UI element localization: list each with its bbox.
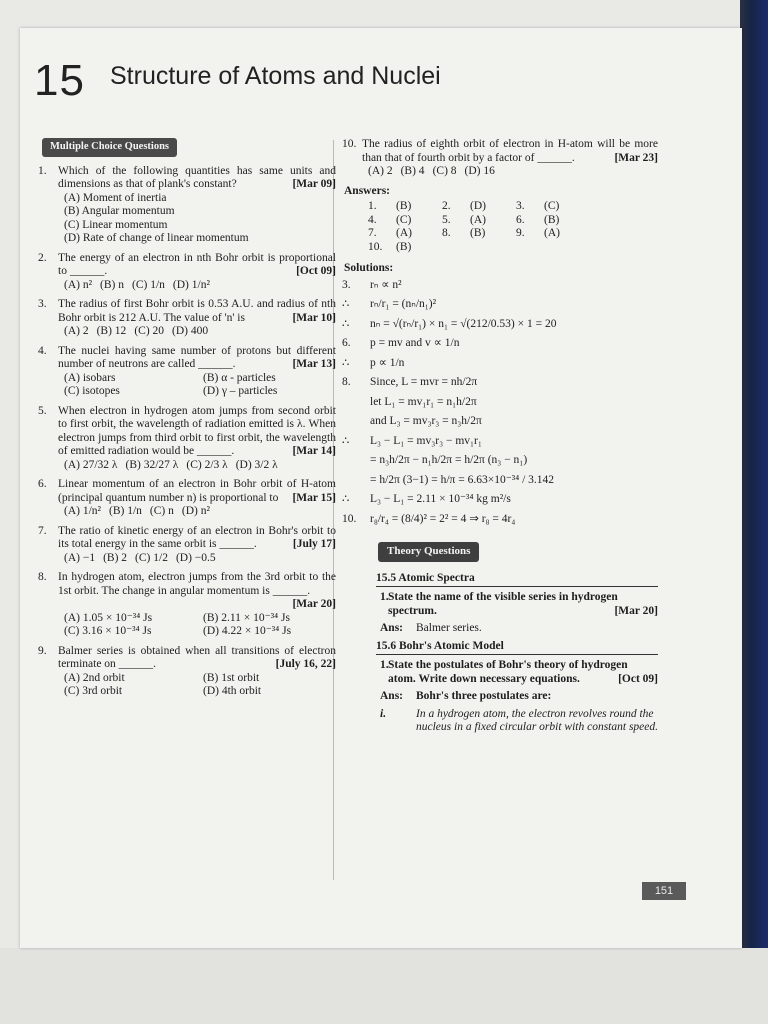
- answers-title: Answers:: [344, 184, 390, 197]
- theory-answer-1: Ans: Balmer series.: [380, 622, 482, 634]
- page-number: 151: [642, 882, 686, 900]
- question-7: 7. The ratio of kinetic energy of an electron in Bohr's orbit to its total energy in the same orbit is ______. [July 17] (A) −1 (B) 2 (C) 1/2 (D) −0.5: [38, 524, 336, 564]
- question-6: 6. Linear momentum of an electron in Bohr orbit of H-atom (principal quantum number n) is proportional to [Mar 15] (A) 1/n² (B) 1/n (C) n (D) n²: [38, 478, 336, 517]
- theory-question-2: 1. State the postulates of Bohr's theory of hydrogen atom. Write down necessary equations. [Oct 09]: [380, 659, 658, 685]
- solution-line: = h/2π (3−1) = h/π = 6.63×10⁻³⁴ / 3.142: [370, 473, 555, 486]
- question-2: 2. The energy of an electron in nth Bohr orbit is proportional to ______. [Oct 09] (A) n² (B) n (C) 1/n (D) 1/n²: [38, 251, 336, 291]
- question-1: 1. Which of the following quantities has same units and dimensions as that of plank's constant? [Mar 09] (A) Moment of inertia (B) Angular momentum (C) Linear momentum (D) Rate of change of linear momentum: [38, 164, 336, 244]
- theory-question-1: 1. State the name of the visible series in hydrogen spectrum. [Mar 20]: [380, 591, 658, 617]
- options-list: (A) 1.05 × 10⁻³⁴ Js (B) 2.11 × 10⁻³⁴ Js (C) 3.16 × 10⁻³⁴ Js (D) 4.22 × 10⁻³⁴ Js: [64, 611, 292, 637]
- options-list: (A) n² (B) n (C) 1/n (D) 1/n²: [64, 278, 210, 291]
- chapter-heading: [34, 56, 694, 116]
- options-list: (A) 2nd orbit (B) 1st orbit (C) 3rd orbit (D) 4th orbit: [64, 671, 262, 697]
- left-column: [36, 138, 336, 705]
- question-3: 3. The radius of first Bohr orbit is 0.53 A.U. and radius of nth Bohr orbit is 212 A.U. The value of 'n' is [Mar 10] (A) 2 (B) 12 (C) 20 (D) 400: [38, 298, 336, 337]
- question-4: 4. The nuclei having same number of protons but different number of neutrons are called ______. [Mar 13] (A) isobars (B) α - particles (C) isotopes (D) γ – particles: [38, 344, 336, 397]
- solution-line: ∴ L₃ − L₁ = mv₃r₃ − mv₁r₁: [342, 434, 482, 447]
- answers-table: 1. (B) 2. (D) 3. (C) 4. (C) 5. (A) 6. (B) 7. (A) 8. (B) 9. (A) 10. (B): [368, 200, 560, 253]
- options-list: (A) 1/n² (B) 1/n (C) n (D) n²: [64, 505, 210, 517]
- solution-line: ∴ p ∝ 1/n: [342, 356, 405, 369]
- mcq-header: Multiple Choice Questions: [42, 138, 177, 157]
- question-5: 5. When electron in hydrogen atom jumps from second orbit to first orbit, the wavelength of radiation emitted is λ. When electron jumps from third orbit to first orbit, the wavelength of emitted radiation would be ______. [Mar 14] (A) 27/32 λ (B) 32/27 λ (C) 2/3 λ (D) 3/2 λ: [38, 404, 336, 471]
- section-bohr-model: 15.6 Bohr's Atomic Model: [376, 640, 658, 656]
- theory-answer-2-point-1: i. In a hydrogen atom, the electron revolves round the nucleus in a fixed circular orbit with constant speed.: [380, 707, 658, 733]
- options-list: (A) Moment of inertia (B) Angular momentum (C) Linear momentum (D) Rate of change of linear momentum: [64, 191, 249, 244]
- solution-line: ∴ L₃ − L₁ = 2.11 × 10⁻³⁴ kg m²/s: [342, 493, 511, 505]
- options-list: (A) 2 (B) 12 (C) 20 (D) 400: [64, 325, 209, 337]
- solutions-title: Solutions:: [344, 262, 394, 274]
- solution-line: let L₁ = mv₁r₁ = n₁h/2π: [370, 395, 477, 408]
- solution-line: ∴ rₙ/r₁ = (nₙ/n₁)²: [342, 298, 437, 310]
- section-atomic-spectra: 15.5 Atomic Spectra: [376, 572, 658, 588]
- solution-line: 3. rₙ ∝ n²: [342, 278, 402, 291]
- chapter-title: Structure of Atoms and Nuclei: [110, 62, 441, 90]
- theory-answer-2: Ans: Bohr's three postulates are:: [380, 690, 552, 702]
- question-9: 9. Balmer series is obtained when all transitions of electron terminate on ______. [July 16, 22] (A) 2nd orbit (B) 1st orbit (C) 3rd orbit (D) 4th orbit: [38, 644, 336, 697]
- right-column: [340, 138, 658, 739]
- options-list: (A) 2 (B) 4 (C) 8 (D) 16: [368, 165, 495, 177]
- solution-line: = n₃h/2π − n₁h/2π = h/2π (n₃ − n₁): [370, 454, 528, 466]
- options-list: (A) 27/32 λ (B) 32/27 λ (C) 2/3 λ (D) 3/2 λ: [64, 458, 278, 471]
- solution-line: ∴ nₙ = √(rₙ/r₁) × n₁ = √(212/0.53) × 1 = 20: [342, 317, 557, 330]
- question-10: 10. The radius of eighth orbit of electron in H-atom will be more than that of fourth orbit by a factor of ______. [Mar 23] (A) 2 (B) 4 (C) 8 (D) 16: [342, 138, 658, 177]
- solution-line: 8. Since, L = mvr = nh/2π: [342, 376, 478, 388]
- table-surface: [0, 948, 768, 1024]
- question-8: 8. In hydrogen atom, electron jumps from the 3rd orbit to the 1st orbit. The change in angular momentum is ______. [Mar 20] (A) 1.05 × 10⁻³⁴ Js (B) 2.11 × 10⁻³⁴ Js (C) 3.16 × 10⁻³⁴ Js (D) 4.22 × 10⁻³⁴ Js: [38, 571, 336, 637]
- chapter-number: 15: [34, 56, 85, 105]
- background-edge: [740, 0, 768, 1024]
- options-list: (A) −1 (B) 2 (C) 1/2 (D) −0.5: [64, 551, 216, 564]
- solution-line: 10. r₈/r₄ = (8/4)² = 2² = 4 ⇒ r₈ = 4r₄: [342, 512, 516, 525]
- theory-header: Theory Questions: [378, 542, 479, 562]
- solution-line: and L₃ = mv₃r₃ = n₃h/2π: [370, 415, 482, 427]
- solutions-list: [340, 279, 658, 527]
- solution-line: 6. p = mv and v ∝ 1/n: [342, 337, 460, 349]
- options-list: (A) isobars (B) α - particles (C) isotopes (D) γ – particles: [64, 371, 278, 397]
